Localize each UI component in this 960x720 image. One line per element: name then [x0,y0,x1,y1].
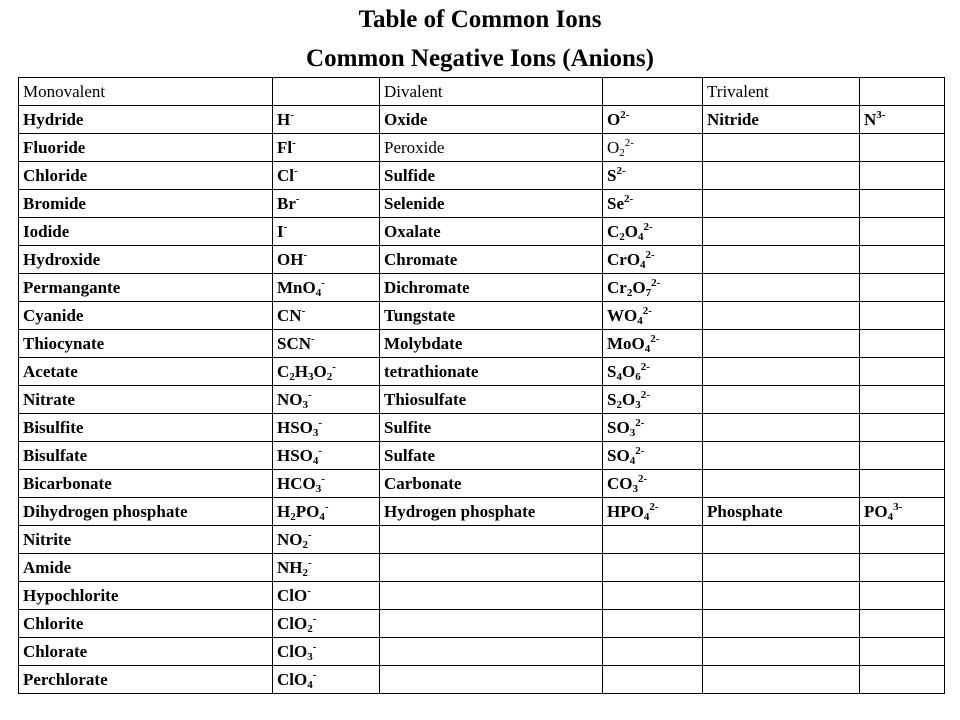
formula-subscript: 3 [312,426,319,439]
formula-charge: - [303,248,308,261]
table-row [19,358,945,386]
header-divalent-formula [603,78,703,106]
formula-element: NH [277,557,303,577]
trivalent-name-cell [703,638,860,666]
formula-subscript: 2 [302,566,308,579]
formula-element: ClO [277,585,308,605]
divalent-name-cell [380,554,603,582]
formula-subscript: 6 [635,370,641,383]
monovalent-formula-cell [273,386,380,414]
divalent-name-cell: Carbonate [380,470,603,498]
monovalent-formula-cell [273,162,380,190]
divalent-formula-cell [603,162,703,190]
monovalent-formula-cell [273,274,380,302]
trivalent-name-cell [703,414,860,442]
trivalent-name-cell [703,442,860,470]
monovalent-name-cell: Bisulfate [19,442,273,470]
table-row [19,274,945,302]
formula-subscript: 2 [619,230,625,243]
monovalent-formula-cell [273,526,380,554]
page-title: Table of Common Ions [358,6,602,33]
formula-subscript: 2 [619,146,625,159]
trivalent-name-cell [703,246,860,274]
formula-charge: 2- [651,276,661,289]
formula-element: ClO [277,669,308,689]
formula-subscript: 4 [629,454,636,467]
monovalent-formula-cell [273,218,380,246]
trivalent-name-cell: Nitride [703,106,860,134]
formula-charge: - [290,108,294,121]
trivalent-formula-cell [860,218,945,246]
formula-element: HSO [277,417,313,437]
formula-element: O [621,361,636,381]
trivalent-formula-cell [860,666,945,694]
formula-subscript: 4 [643,510,650,523]
formula-subscript: 4 [319,510,325,523]
divalent-name-cell [380,666,603,694]
table-row [19,582,945,610]
monovalent-formula-cell [273,610,380,638]
formula-charge: - [308,528,312,541]
formula-element: O [607,137,620,157]
formula-subscript: 4 [307,678,313,691]
header-trivalent-formula [860,78,945,106]
formula-element: SCN [277,333,312,353]
formula-element: WO [607,305,638,325]
formula-element: H [294,361,309,381]
formula-element: N [864,109,877,129]
monovalent-name-cell: Dihydrogen phosphate [19,498,273,526]
divalent-name-cell: Molybdate [380,330,603,358]
header-monovalent-formula [273,78,380,106]
formula-element: ClO [277,641,308,661]
trivalent-name-cell [703,582,860,610]
trivalent-formula-cell [860,414,945,442]
trivalent-formula-cell [860,610,945,638]
formula-charge: 2- [650,332,660,345]
formula-element: H [277,501,291,521]
monovalent-formula-cell [273,666,380,694]
divalent-formula-cell [603,526,703,554]
formula-element: S [607,389,617,409]
formula-subscript: 2 [626,286,633,299]
formula-charge: 2- [635,444,645,457]
formula-charge: 2- [624,136,634,149]
formula-charge: - [301,304,306,317]
divalent-formula-cell [603,470,703,498]
formula-element: NO [277,389,303,409]
header-row [19,78,945,106]
header-monovalent: Monovalent [19,78,273,106]
table-row [19,106,945,134]
divalent-formula-cell [603,218,703,246]
formula-subscript: 3 [635,398,641,411]
divalent-formula-cell [603,582,703,610]
monovalent-name-cell: Nitrite [19,526,273,554]
trivalent-name-cell [703,666,860,694]
divalent-name-cell: Chromate [380,246,603,274]
page-subtitle: Common Negative Ions (Anions) [306,45,654,72]
formula-charge: - [321,472,325,485]
divalent-formula-cell [603,638,703,666]
table-row [19,218,945,246]
formula-subscript: 4 [616,370,622,383]
formula-element: C [607,221,620,241]
trivalent-formula-cell [860,274,945,302]
formula-element: PO [295,501,320,521]
monovalent-formula-cell [273,190,380,218]
trivalent-formula-cell [860,526,945,554]
divalent-formula-cell [603,442,703,470]
formula-subscript: 3 [315,482,322,495]
ion-rows [19,106,945,694]
formula-charge: 2- [642,304,652,317]
formula-element: CrO [607,249,641,269]
formula-element: C [277,361,290,381]
monovalent-name-cell: Nitrate [19,386,273,414]
monovalent-formula-cell [273,246,380,274]
divalent-name-cell: Tungstate [380,302,603,330]
monovalent-name-cell: Bisulfite [19,414,273,442]
divalent-name-cell [380,526,603,554]
monovalent-formula-cell [273,442,380,470]
table-row [19,470,945,498]
divalent-name-cell [380,582,603,610]
divalent-name-cell: Sulfite [380,414,603,442]
formula-element: S [607,361,617,381]
monovalent-formula-cell [273,302,380,330]
divalent-formula-cell [603,246,703,274]
formula-element: SO [607,445,630,465]
trivalent-formula-cell [860,638,945,666]
monovalent-formula-cell [273,470,380,498]
monovalent-name-cell: Amide [19,554,273,582]
formula-subscript: 4 [637,314,643,327]
formula-element: CN [277,305,302,325]
formula-element: O [632,277,646,297]
trivalent-name-cell [703,526,860,554]
monovalent-formula-cell [273,414,380,442]
formula-charge: - [321,276,325,289]
trivalent-name-cell [703,190,860,218]
trivalent-formula-cell [860,582,945,610]
formula-charge: 3- [893,500,903,513]
table-row [19,554,945,582]
formula-charge: 2- [620,108,630,121]
monovalent-name-cell: Chlorate [19,638,273,666]
divalent-name-cell: tetrathionate [380,358,603,386]
table-row [19,330,945,358]
trivalent-formula-cell [860,246,945,274]
trivalent-formula-cell [860,386,945,414]
trivalent-formula-cell [860,302,945,330]
formula-charge: - [311,332,315,345]
monovalent-name-cell: Hydride [19,106,273,134]
monovalent-name-cell: Fluoride [19,134,273,162]
formula-charge: 2- [645,248,655,261]
monovalent-name-cell: Iodide [19,218,273,246]
monovalent-formula-cell [273,134,380,162]
formula-element: Br [277,193,296,213]
table-row [19,498,945,526]
trivalent-name-cell: Phosphate [703,498,860,526]
formula-element: O [621,389,636,409]
divalent-name-cell: Sulfide [380,162,603,190]
divalent-name-cell: Oxalate [380,218,603,246]
trivalent-name-cell [703,330,860,358]
formula-subscript: 2 [289,370,295,383]
formula-charge: - [308,556,312,569]
table-row [19,134,945,162]
monovalent-formula-cell [273,498,380,526]
trivalent-formula-cell [860,470,945,498]
formula-subscript: 4 [644,342,651,355]
formula-element: HCO [277,473,316,493]
trivalent-formula-cell [860,106,945,134]
table-row [19,414,945,442]
divalent-name-cell: Oxide [380,106,603,134]
monovalent-name-cell: Hydroxide [19,246,273,274]
table-row [19,190,945,218]
formula-element: HSO [277,445,313,465]
formula-element: HPO [607,501,644,521]
formula-element: MoO [607,333,645,353]
formula-charge: - [292,136,296,149]
formula-element: O [624,221,639,241]
table-row [19,386,945,414]
formula-subscript: 2 [616,398,622,411]
formula-element: PO [864,501,888,521]
formula-subscript: 4 [315,286,322,299]
monovalent-name-cell: Bicarbonate [19,470,273,498]
formula-charge: 2- [643,220,653,233]
trivalent-name-cell [703,358,860,386]
monovalent-name-cell: Thiocynate [19,330,273,358]
formula-charge: - [283,220,288,233]
trivalent-name-cell [703,470,860,498]
trivalent-name-cell [703,610,860,638]
divalent-formula-cell [603,386,703,414]
monovalent-name-cell: Perchlorate [19,666,273,694]
trivalent-formula-cell [860,162,945,190]
divalent-formula-cell [603,554,703,582]
monovalent-name-cell: Acetate [19,358,273,386]
header-trivalent: Trivalent [703,78,860,106]
formula-charge: - [312,640,317,653]
formula-charge: - [312,668,317,681]
formula-subscript: 7 [645,286,652,299]
formula-charge: 2- [640,360,650,373]
monovalent-formula-cell [273,358,380,386]
formula-element: Cl [277,165,294,185]
formula-charge: 2- [638,472,648,485]
divalent-formula-cell [603,610,703,638]
formula-charge: - [332,360,336,373]
formula-subscript: 3 [308,370,314,383]
formula-charge: - [295,192,300,205]
monovalent-formula-cell [273,582,380,610]
divalent-formula-cell [603,106,703,134]
table-row [19,302,945,330]
formula-subscript: 2 [307,622,313,635]
divalent-formula-cell [603,358,703,386]
divalent-formula-cell [603,498,703,526]
formula-charge: - [312,612,317,625]
formula-subscript: 4 [638,230,644,243]
formula-charge: - [294,164,298,177]
monovalent-name-cell: Bromide [19,190,273,218]
formula-element: O [313,361,327,381]
formula-subscript: 2 [302,538,308,551]
divalent-formula-cell [603,330,703,358]
divalent-formula-cell [603,414,703,442]
formula-element: O [607,109,621,129]
table-row [19,442,945,470]
divalent-formula-cell [603,302,703,330]
monovalent-formula-cell [273,106,380,134]
divalent-formula-cell [603,134,703,162]
formula-subscript: 3 [632,482,638,495]
divalent-name-cell: Thiosulfate [380,386,603,414]
formula-element: ClO [277,613,308,633]
formula-element: Cr [607,277,627,297]
formula-element: S [607,165,617,185]
formula-element: SO [607,417,630,437]
formula-charge: - [318,416,323,429]
trivalent-formula-cell [860,330,945,358]
formula-charge: 2- [624,192,634,205]
trivalent-name-cell [703,162,860,190]
formula-charge: 2- [635,416,645,429]
formula-element: NO [277,529,303,549]
table-row [19,638,945,666]
ions-table [18,77,945,694]
trivalent-formula-cell [860,498,945,526]
trivalent-formula-cell [860,358,945,386]
trivalent-name-cell [703,274,860,302]
divalent-formula-cell [603,274,703,302]
divalent-name-cell: Selenide [380,190,603,218]
formula-charge: - [307,584,311,597]
formula-element: MnO [277,277,316,297]
divalent-formula-cell [603,190,703,218]
divalent-formula-cell [603,666,703,694]
monovalent-name-cell: Chlorite [19,610,273,638]
header-divalent: Divalent [380,78,603,106]
monovalent-name-cell: Cyanide [19,302,273,330]
monovalent-formula-cell [273,554,380,582]
divalent-name-cell: Hydrogen phosphate [380,498,603,526]
formula-element: CO [607,473,633,493]
formula-subscript: 2 [326,370,333,383]
formula-subscript: 4 [640,258,646,271]
formula-subscript: 4 [312,454,319,467]
table-row [19,526,945,554]
table-row [19,610,945,638]
formula-charge: 2- [616,164,626,177]
monovalent-name-cell: Permangante [19,274,273,302]
formula-subscript: 4 [887,510,894,523]
trivalent-formula-cell [860,554,945,582]
formula-element: Fl [277,137,293,157]
divalent-name-cell [380,610,603,638]
table-row [19,666,945,694]
monovalent-formula-cell [273,330,380,358]
trivalent-name-cell [703,134,860,162]
formula-charge: - [308,388,312,401]
divalent-name-cell [380,638,603,666]
monovalent-name-cell: Hypochlorite [19,582,273,610]
formula-charge: - [324,500,329,513]
formula-charge: 2- [649,500,659,513]
trivalent-formula-cell [860,134,945,162]
formula-element: OH [277,249,304,269]
trivalent-name-cell [703,218,860,246]
trivalent-formula-cell [860,442,945,470]
formula-charge: 3- [876,108,886,121]
divalent-name-cell: Sulfate [380,442,603,470]
monovalent-name-cell: Chloride [19,162,273,190]
monovalent-formula-cell [273,638,380,666]
trivalent-formula-cell [860,190,945,218]
formula-subscript: 2 [290,510,296,523]
formula-charge: 2- [640,388,650,401]
formula-element: I [277,221,284,241]
formula-subscript: 3 [302,398,308,411]
trivalent-name-cell [703,302,860,330]
formula-charge: - [318,444,323,457]
formula-subscript: 3 [307,650,313,663]
formula-element: Se [607,193,624,213]
formula-element: H [277,109,291,129]
trivalent-name-cell [703,386,860,414]
table-row [19,246,945,274]
divalent-name-cell: Peroxide [380,134,603,162]
formula-subscript: 3 [629,426,636,439]
trivalent-name-cell [703,554,860,582]
table-row [19,162,945,190]
divalent-name-cell: Dichromate [380,274,603,302]
